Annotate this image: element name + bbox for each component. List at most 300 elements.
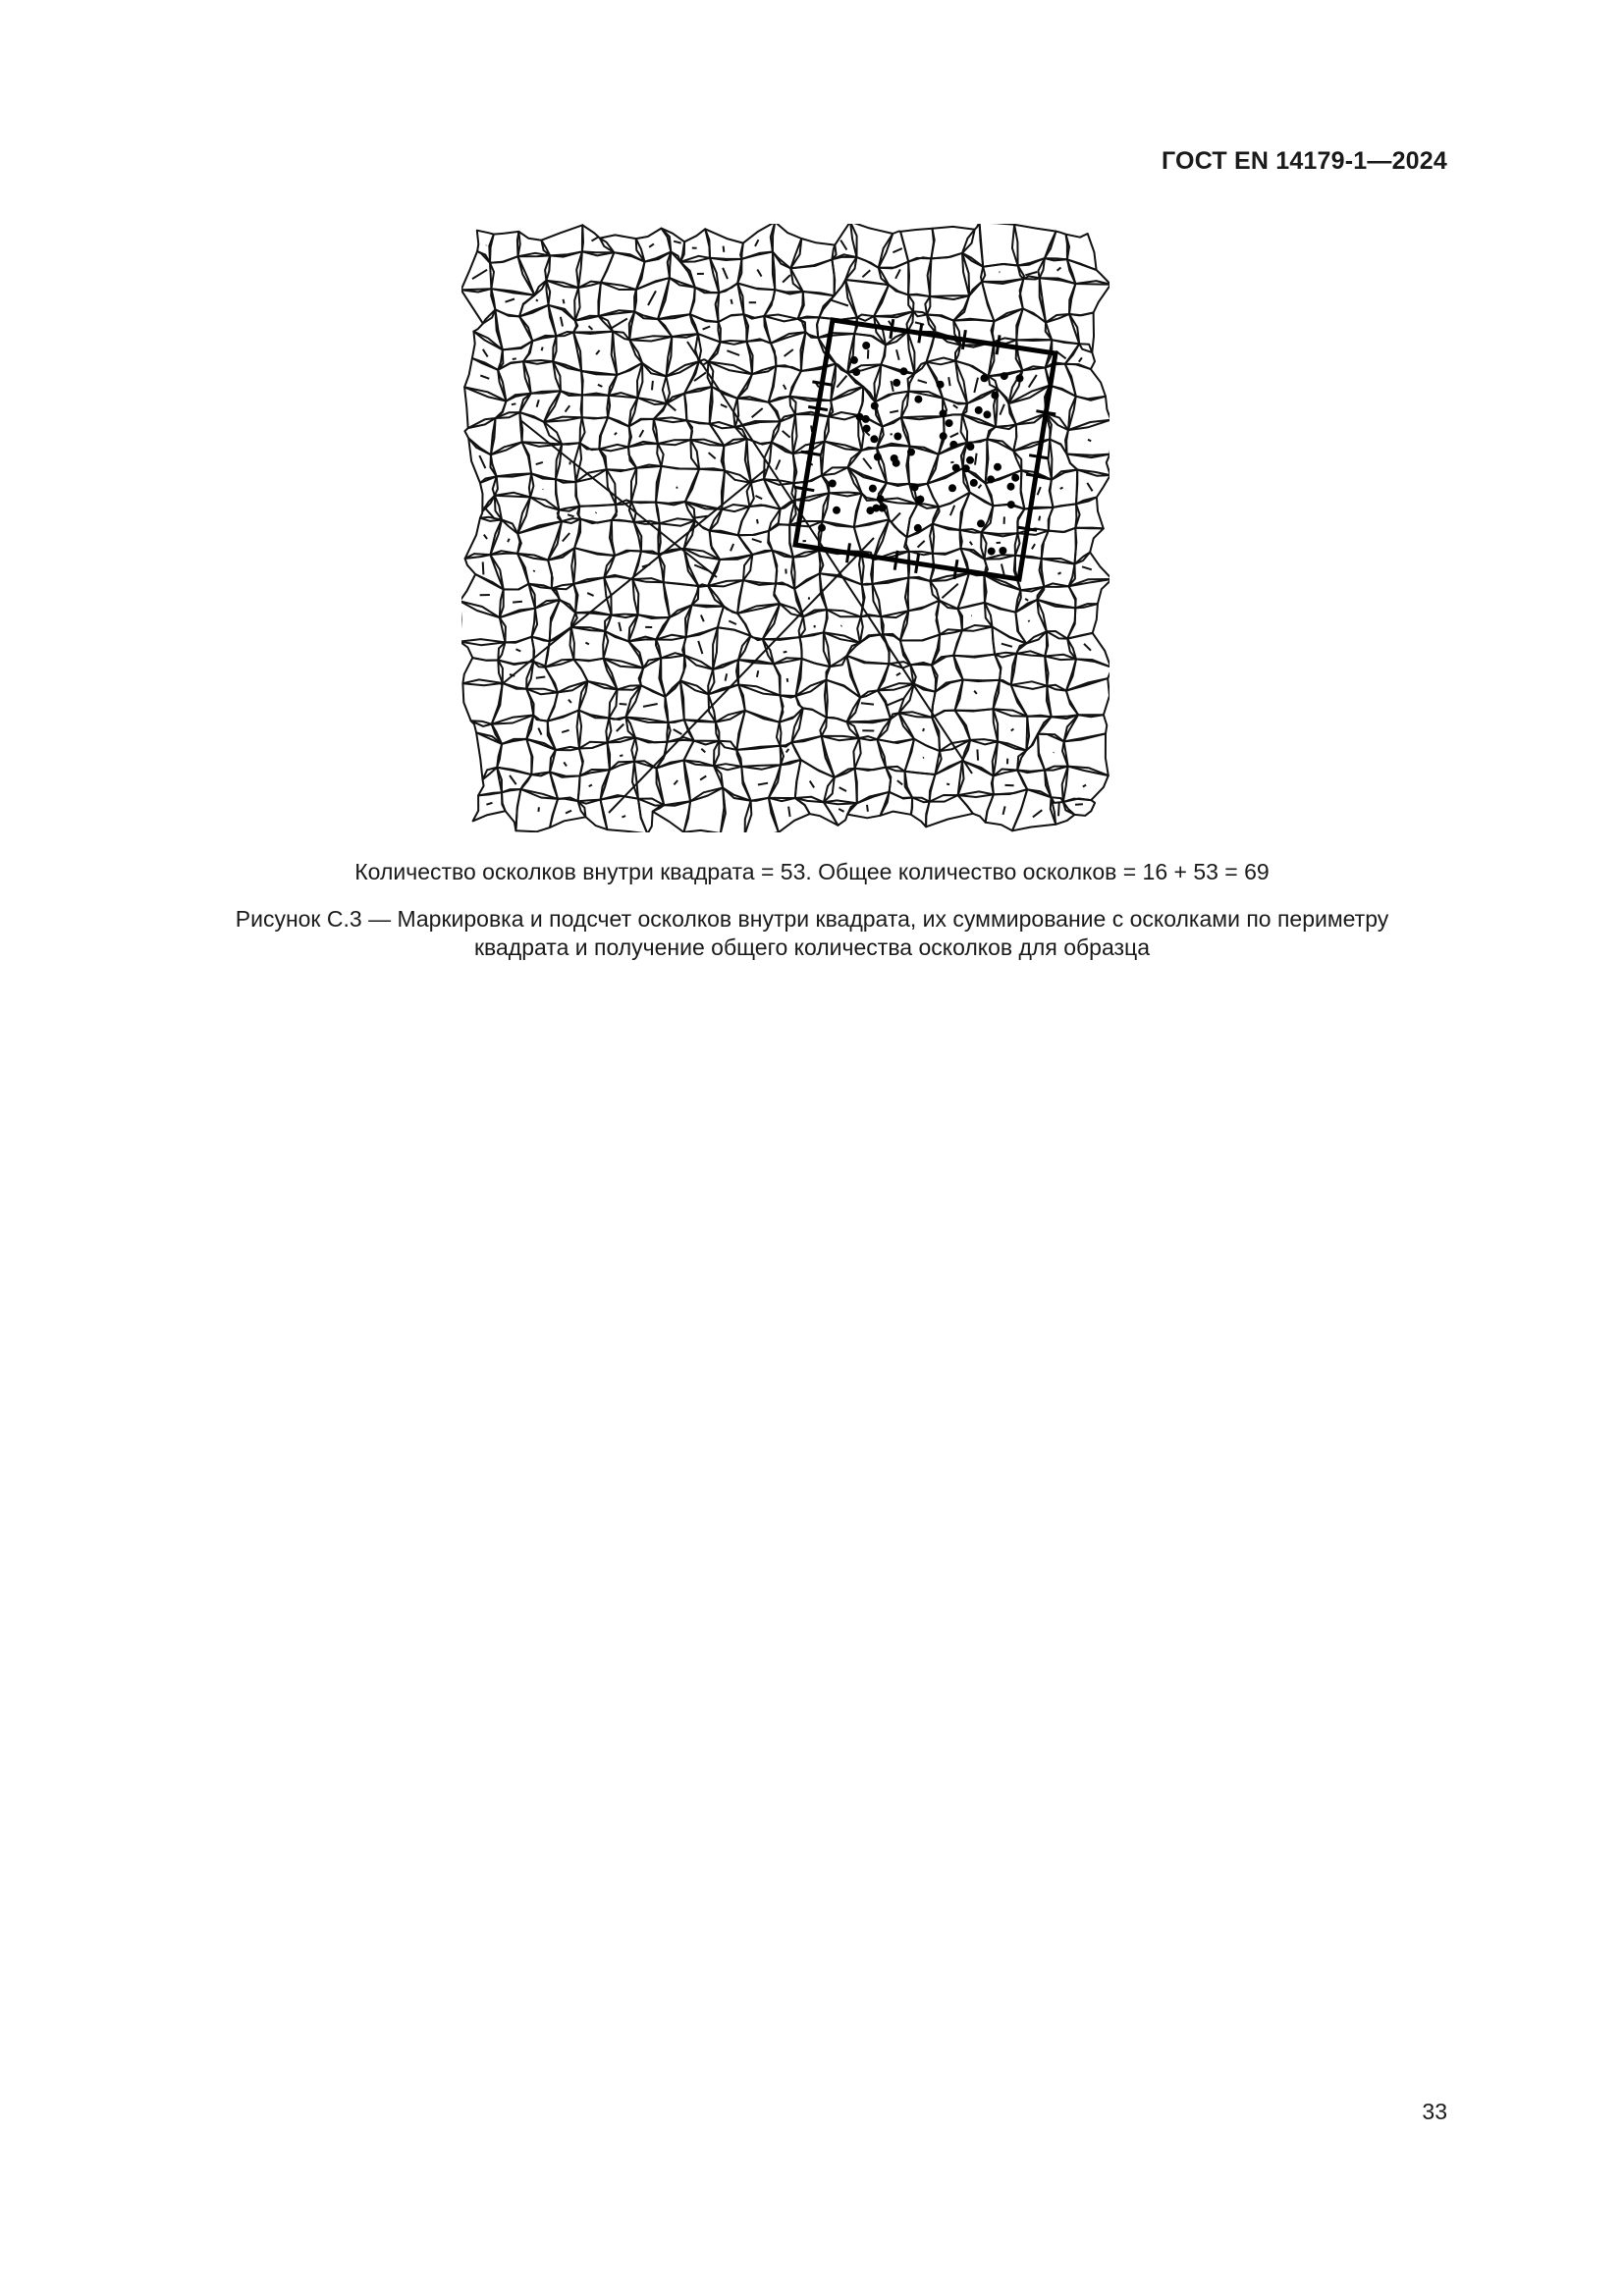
crack-line bbox=[585, 643, 589, 645]
fragment-cell bbox=[515, 789, 558, 831]
fragment-cell bbox=[609, 685, 641, 720]
crack-line bbox=[1082, 566, 1092, 569]
crack-line bbox=[788, 807, 790, 817]
fragment-cell bbox=[1049, 504, 1077, 532]
perimeter-tick bbox=[916, 554, 919, 573]
fragment-cell bbox=[680, 656, 713, 695]
fragment-cell bbox=[1075, 528, 1104, 564]
crack-line bbox=[484, 535, 487, 539]
fragment-cell bbox=[607, 396, 637, 427]
inside-fragment-dot bbox=[1001, 372, 1008, 380]
fragment-cell bbox=[634, 521, 660, 555]
fragment-cell bbox=[824, 632, 860, 667]
crack-line bbox=[486, 803, 492, 805]
fragment-cell bbox=[747, 439, 772, 483]
inside-fragment-dot bbox=[862, 415, 870, 423]
crack-line bbox=[709, 453, 716, 458]
crack-line bbox=[615, 433, 617, 435]
crack-line bbox=[1038, 487, 1041, 495]
crack-line bbox=[757, 519, 758, 523]
fragment-cell bbox=[832, 257, 856, 295]
crack-line bbox=[516, 649, 521, 651]
inside-fragment-dot bbox=[999, 547, 1006, 555]
crack-line bbox=[840, 240, 846, 250]
perimeter-tick bbox=[894, 551, 897, 570]
crack-line bbox=[648, 291, 656, 305]
fragment-cell bbox=[987, 425, 1016, 452]
crack-line bbox=[977, 749, 978, 760]
crack-line bbox=[978, 485, 981, 489]
crack-line bbox=[758, 783, 768, 785]
fragment-cell bbox=[628, 444, 662, 468]
crack-line bbox=[508, 539, 510, 543]
crack-line bbox=[839, 809, 843, 812]
fragment-cell bbox=[664, 582, 699, 617]
crack-line bbox=[1060, 488, 1063, 490]
crack-line bbox=[479, 455, 485, 468]
fragment-cell bbox=[1042, 559, 1075, 587]
fragment-cell bbox=[1075, 498, 1104, 529]
crack-line bbox=[568, 514, 574, 516]
inside-fragment-dot bbox=[994, 463, 1001, 471]
fragment-cell bbox=[708, 341, 752, 374]
crack-line bbox=[480, 376, 489, 379]
crack-line bbox=[674, 729, 682, 734]
crack-line bbox=[566, 811, 571, 814]
fragment-cell bbox=[737, 604, 780, 640]
fragment-cell bbox=[1063, 799, 1095, 816]
crack-line bbox=[1058, 803, 1059, 817]
crack-line bbox=[727, 350, 739, 355]
fragment-cell bbox=[464, 387, 506, 428]
crack-line bbox=[1079, 357, 1082, 361]
fragment-cell bbox=[763, 604, 803, 639]
inside-fragment-dot bbox=[863, 425, 871, 433]
crack-line bbox=[563, 533, 569, 542]
fragment-cell bbox=[955, 680, 1001, 712]
fragment-cell bbox=[955, 342, 994, 376]
crack-line bbox=[506, 299, 515, 302]
crack-line bbox=[592, 237, 599, 240]
perimeter-tick bbox=[847, 543, 850, 562]
inside-fragment-dot bbox=[988, 548, 996, 556]
crack-line bbox=[721, 404, 728, 407]
inside-fragment-dot bbox=[1016, 374, 1024, 382]
crack-line bbox=[598, 385, 603, 387]
crack-line bbox=[893, 248, 901, 252]
inside-fragment-dot bbox=[966, 456, 974, 464]
crack-line bbox=[970, 542, 972, 546]
crack-line bbox=[1001, 644, 1012, 647]
inside-fragment-dot bbox=[907, 449, 915, 456]
crack-line bbox=[953, 405, 958, 408]
crack-line bbox=[757, 670, 758, 677]
crack-line bbox=[536, 677, 546, 678]
inside-fragment-dot bbox=[869, 485, 877, 493]
inside-fragment-dot bbox=[1007, 501, 1015, 508]
crack-line bbox=[698, 641, 702, 654]
crack-line bbox=[562, 730, 568, 732]
crack-line bbox=[841, 625, 842, 626]
crack-line bbox=[897, 780, 902, 784]
inside-fragment-dot bbox=[949, 441, 957, 449]
fragment-count-caption: Количество осколков внутри квадрата = 53. Общее количество осколков = 16 + 53 = 69 bbox=[354, 859, 1270, 884]
inside-fragment-dot bbox=[937, 381, 945, 389]
inside-fragment-dot bbox=[829, 480, 837, 488]
fragment-cell bbox=[928, 443, 967, 484]
crack-line bbox=[620, 704, 627, 705]
fragment-cell bbox=[519, 391, 561, 422]
crack-line bbox=[1033, 810, 1042, 817]
perimeter-tick bbox=[801, 452, 821, 454]
crack-line bbox=[729, 621, 736, 625]
inside-fragment-dot bbox=[946, 419, 953, 427]
crack-line bbox=[975, 454, 977, 465]
crack-line bbox=[923, 758, 924, 759]
page-number: 33 bbox=[1422, 2099, 1447, 2124]
crack-line bbox=[947, 784, 949, 785]
crack-line bbox=[783, 431, 790, 438]
crack-line bbox=[1088, 440, 1091, 442]
fragment-cell bbox=[982, 279, 1023, 321]
perimeter-tick bbox=[795, 487, 815, 490]
fragment-cell bbox=[548, 711, 581, 751]
crack-line bbox=[1039, 516, 1040, 521]
crack-line bbox=[861, 703, 874, 704]
fragment-cell bbox=[908, 578, 940, 612]
crack-line bbox=[587, 593, 593, 596]
fragment-cell bbox=[1062, 733, 1109, 775]
crack-line bbox=[536, 462, 543, 464]
perimeter-tick bbox=[812, 382, 832, 385]
fragment-cell bbox=[575, 282, 601, 321]
fragment-cell bbox=[690, 440, 725, 470]
inside-fragment-dot bbox=[833, 507, 840, 514]
inside-fragment-dot bbox=[940, 409, 947, 417]
crack-line bbox=[513, 358, 516, 359]
crack-line bbox=[639, 430, 643, 437]
crack-line bbox=[948, 377, 949, 386]
fragment-cell bbox=[604, 659, 644, 690]
inside-fragment-dot bbox=[975, 406, 983, 414]
crack-line bbox=[674, 780, 677, 784]
crack-line bbox=[701, 749, 705, 753]
fragment-cell bbox=[461, 289, 495, 323]
crack-line bbox=[538, 728, 541, 735]
crack-line bbox=[1025, 272, 1037, 275]
fragment-cell bbox=[790, 239, 836, 268]
crack-line bbox=[810, 781, 815, 788]
inside-fragment-dot bbox=[870, 435, 878, 443]
crack-line bbox=[723, 268, 728, 279]
crack-line bbox=[1083, 785, 1086, 787]
crack-line bbox=[1028, 620, 1029, 621]
fragment-cell bbox=[771, 224, 802, 268]
fragment-cell bbox=[684, 387, 713, 424]
crack-line bbox=[752, 408, 763, 417]
inside-fragment-dot bbox=[977, 519, 985, 527]
perimeter-tick bbox=[1029, 455, 1049, 458]
crack-line bbox=[483, 561, 484, 574]
fragment-cell bbox=[1067, 633, 1110, 667]
crack-line bbox=[643, 704, 658, 707]
crack-line bbox=[839, 787, 846, 791]
crack-line bbox=[589, 785, 592, 787]
crack-line bbox=[895, 269, 900, 278]
fragment-cell bbox=[495, 473, 534, 497]
crack-line bbox=[862, 270, 870, 277]
crack-line bbox=[950, 433, 958, 437]
crack-line bbox=[652, 381, 653, 391]
crack-line bbox=[918, 380, 927, 383]
crack-line bbox=[534, 570, 535, 571]
crack-line bbox=[649, 243, 654, 246]
fragment-cell bbox=[980, 224, 1018, 267]
fragment-cell bbox=[900, 229, 934, 262]
crack-line bbox=[483, 349, 488, 357]
inside-fragment-dot bbox=[900, 367, 908, 375]
crack-line bbox=[918, 541, 925, 548]
fragment-cell bbox=[905, 739, 941, 774]
fragment-cell bbox=[519, 412, 562, 444]
crack-line bbox=[568, 700, 571, 703]
inside-fragment-dot bbox=[893, 433, 901, 441]
crack-line bbox=[1025, 599, 1028, 601]
inside-fragment-dot bbox=[1011, 474, 1019, 482]
crack-line bbox=[537, 400, 539, 406]
perimeter-tick bbox=[808, 406, 828, 409]
fragment-cell bbox=[900, 601, 940, 641]
inside-fragment-dot bbox=[874, 454, 882, 461]
inside-fragment-dot bbox=[981, 374, 989, 382]
fragment-cell bbox=[736, 711, 781, 750]
crack-line bbox=[731, 299, 732, 304]
inside-fragment-dot bbox=[850, 356, 858, 364]
fragment-cell bbox=[473, 792, 506, 821]
inside-fragment-dot bbox=[962, 464, 970, 472]
fragment-cell bbox=[932, 656, 963, 692]
inside-fragment-dot bbox=[940, 432, 947, 440]
crack-line bbox=[617, 724, 624, 731]
perimeter-tick bbox=[1036, 411, 1056, 414]
inside-fragment-dot bbox=[871, 402, 879, 410]
crack-line bbox=[896, 673, 900, 676]
fragment-cell bbox=[960, 493, 994, 533]
fragment-cell bbox=[881, 792, 913, 816]
inside-fragment-dot bbox=[1007, 483, 1015, 491]
fragment-cell bbox=[698, 334, 721, 361]
perimeter-tick bbox=[997, 335, 1000, 354]
fragment-cell bbox=[578, 770, 610, 801]
inside-fragment-dot bbox=[991, 392, 999, 400]
crack-line bbox=[724, 246, 725, 252]
crack-line bbox=[513, 602, 522, 603]
fragment-cell bbox=[575, 469, 616, 507]
crack-line bbox=[785, 349, 793, 356]
crack-line bbox=[596, 350, 600, 354]
crack-line bbox=[472, 270, 487, 279]
crack-line bbox=[731, 544, 733, 551]
crack-line bbox=[1000, 404, 1004, 415]
crack-line bbox=[1058, 572, 1061, 574]
crack-line bbox=[536, 299, 538, 300]
fragment-cell bbox=[601, 762, 639, 800]
inside-fragment-dot bbox=[987, 475, 995, 483]
crack-line bbox=[974, 378, 978, 393]
fragment-cell bbox=[744, 314, 772, 344]
inside-fragment-dot bbox=[862, 342, 870, 349]
fragment-cell bbox=[1066, 420, 1110, 455]
crack-line bbox=[776, 460, 780, 470]
fragment-cell bbox=[1069, 284, 1110, 315]
crack-line bbox=[538, 807, 539, 812]
fragment-cell bbox=[907, 332, 935, 374]
crack-line bbox=[887, 699, 903, 706]
crack-line bbox=[564, 299, 565, 303]
crack-line bbox=[974, 691, 977, 694]
crack-line bbox=[837, 376, 846, 388]
crack-line bbox=[890, 411, 898, 413]
crack-line bbox=[1003, 806, 1005, 815]
document-standard-code: ГОСТ EN 14179-1—2024 bbox=[1162, 147, 1447, 175]
inside-fragment-dot bbox=[983, 410, 991, 418]
crack-line bbox=[950, 506, 954, 515]
fragment-cell bbox=[764, 290, 804, 319]
fragment-cell bbox=[1045, 232, 1067, 260]
fragment-cell bbox=[1063, 767, 1109, 802]
fragment-cell bbox=[544, 417, 582, 444]
fragment-cell bbox=[1068, 397, 1110, 430]
fragment-cell bbox=[462, 679, 502, 726]
inside-fragment-dot bbox=[952, 464, 960, 472]
crack-line bbox=[1029, 375, 1037, 388]
crack-line bbox=[755, 496, 762, 499]
inside-fragment-dot bbox=[877, 495, 885, 503]
fragment-cell bbox=[901, 416, 945, 454]
inside-fragment-dot bbox=[866, 507, 874, 514]
crack-line bbox=[942, 584, 957, 598]
fragment-cell bbox=[603, 631, 643, 668]
figure-title-line-1: Рисунок С.3 — Маркировка и подсчет осколков внутри квадрата, их суммирование с осколками по периметру bbox=[235, 906, 1389, 932]
fragment-cell bbox=[899, 713, 941, 751]
fragment-cell bbox=[491, 412, 522, 454]
figure-title-line-2: квадрата и получение общего количества осколков для образца bbox=[473, 934, 1150, 960]
perimeter-tick bbox=[891, 319, 893, 339]
crack-line bbox=[561, 317, 563, 327]
crack-line bbox=[700, 776, 706, 780]
crack-line bbox=[896, 349, 899, 360]
inside-fragment-dot bbox=[852, 368, 860, 376]
crack-line bbox=[783, 275, 790, 283]
crack-line bbox=[596, 512, 597, 513]
crack-line bbox=[784, 652, 787, 653]
crack-line bbox=[589, 326, 593, 330]
fragment-cell bbox=[819, 280, 857, 320]
crack-line bbox=[950, 462, 953, 463]
fragment-cell bbox=[1066, 678, 1110, 715]
inside-fragment-dot bbox=[891, 454, 898, 462]
crack-line bbox=[1084, 644, 1091, 651]
crack-line bbox=[674, 241, 681, 243]
fragment-cell bbox=[705, 229, 743, 259]
crack-line bbox=[542, 347, 543, 351]
fragment-cell bbox=[708, 362, 752, 399]
inside-fragment-dot bbox=[818, 524, 826, 532]
crack-line bbox=[784, 385, 786, 390]
fragment-cell bbox=[580, 417, 609, 450]
figure-title bbox=[137, 905, 1487, 962]
perimeter-tick bbox=[919, 324, 922, 344]
crack-line bbox=[564, 762, 567, 766]
crack-line bbox=[863, 458, 872, 469]
crack-line bbox=[752, 539, 762, 542]
fracture-pattern-figure bbox=[461, 224, 1110, 832]
fragment-cell bbox=[518, 232, 551, 256]
fragment-cell bbox=[1067, 259, 1110, 285]
crack-line bbox=[510, 775, 516, 784]
fragment-cell bbox=[1050, 470, 1077, 507]
inside-fragment-dot bbox=[879, 505, 887, 512]
fragment-cell bbox=[480, 476, 497, 511]
fragment-cell bbox=[1012, 789, 1056, 830]
crack-line bbox=[787, 678, 788, 682]
inside-fragment-dot bbox=[914, 396, 922, 403]
crack-line bbox=[701, 615, 704, 622]
fragment-cell bbox=[692, 586, 725, 608]
crack-line bbox=[1087, 483, 1092, 491]
fragment-cell bbox=[1066, 659, 1110, 690]
fragment-cells bbox=[461, 224, 1110, 832]
fragment-cell bbox=[544, 391, 582, 422]
fragment-cell bbox=[659, 549, 699, 586]
crack-line bbox=[757, 270, 761, 277]
crack-line bbox=[923, 728, 924, 731]
fragment-cell bbox=[955, 709, 999, 741]
perimeter-tick bbox=[1017, 527, 1037, 530]
crack-line bbox=[786, 749, 789, 753]
inside-fragment-dot bbox=[911, 483, 919, 491]
fragment-cell bbox=[550, 747, 583, 776]
fragment-cell bbox=[847, 720, 892, 740]
crack-line bbox=[829, 299, 848, 305]
crack-line bbox=[566, 405, 570, 411]
inside-fragment-dot bbox=[948, 484, 956, 492]
crack-line bbox=[611, 319, 627, 329]
fragment-cell bbox=[931, 227, 974, 259]
crack-line bbox=[622, 816, 625, 817]
fragment-cell bbox=[824, 610, 863, 643]
inside-fragment-dot bbox=[914, 524, 922, 532]
fragment-cell bbox=[928, 253, 970, 299]
crack-line bbox=[726, 673, 728, 680]
crack-line bbox=[867, 805, 868, 812]
crack-line bbox=[703, 327, 711, 330]
crack-line bbox=[619, 622, 621, 631]
inside-fragment-dot bbox=[893, 379, 900, 387]
crack-line bbox=[667, 402, 677, 410]
fragment-cell bbox=[581, 394, 611, 419]
crack-line bbox=[512, 403, 516, 404]
crack-line bbox=[755, 240, 759, 246]
inside-fragment-dot bbox=[966, 443, 974, 451]
crack-line bbox=[620, 755, 623, 756]
inside-fragment-dot bbox=[970, 479, 978, 487]
crack-line bbox=[1032, 544, 1035, 549]
inside-fragment-dot bbox=[915, 497, 923, 505]
fragment-cell bbox=[741, 765, 781, 801]
crack-line bbox=[1057, 268, 1061, 271]
crack-line bbox=[1011, 729, 1014, 731]
